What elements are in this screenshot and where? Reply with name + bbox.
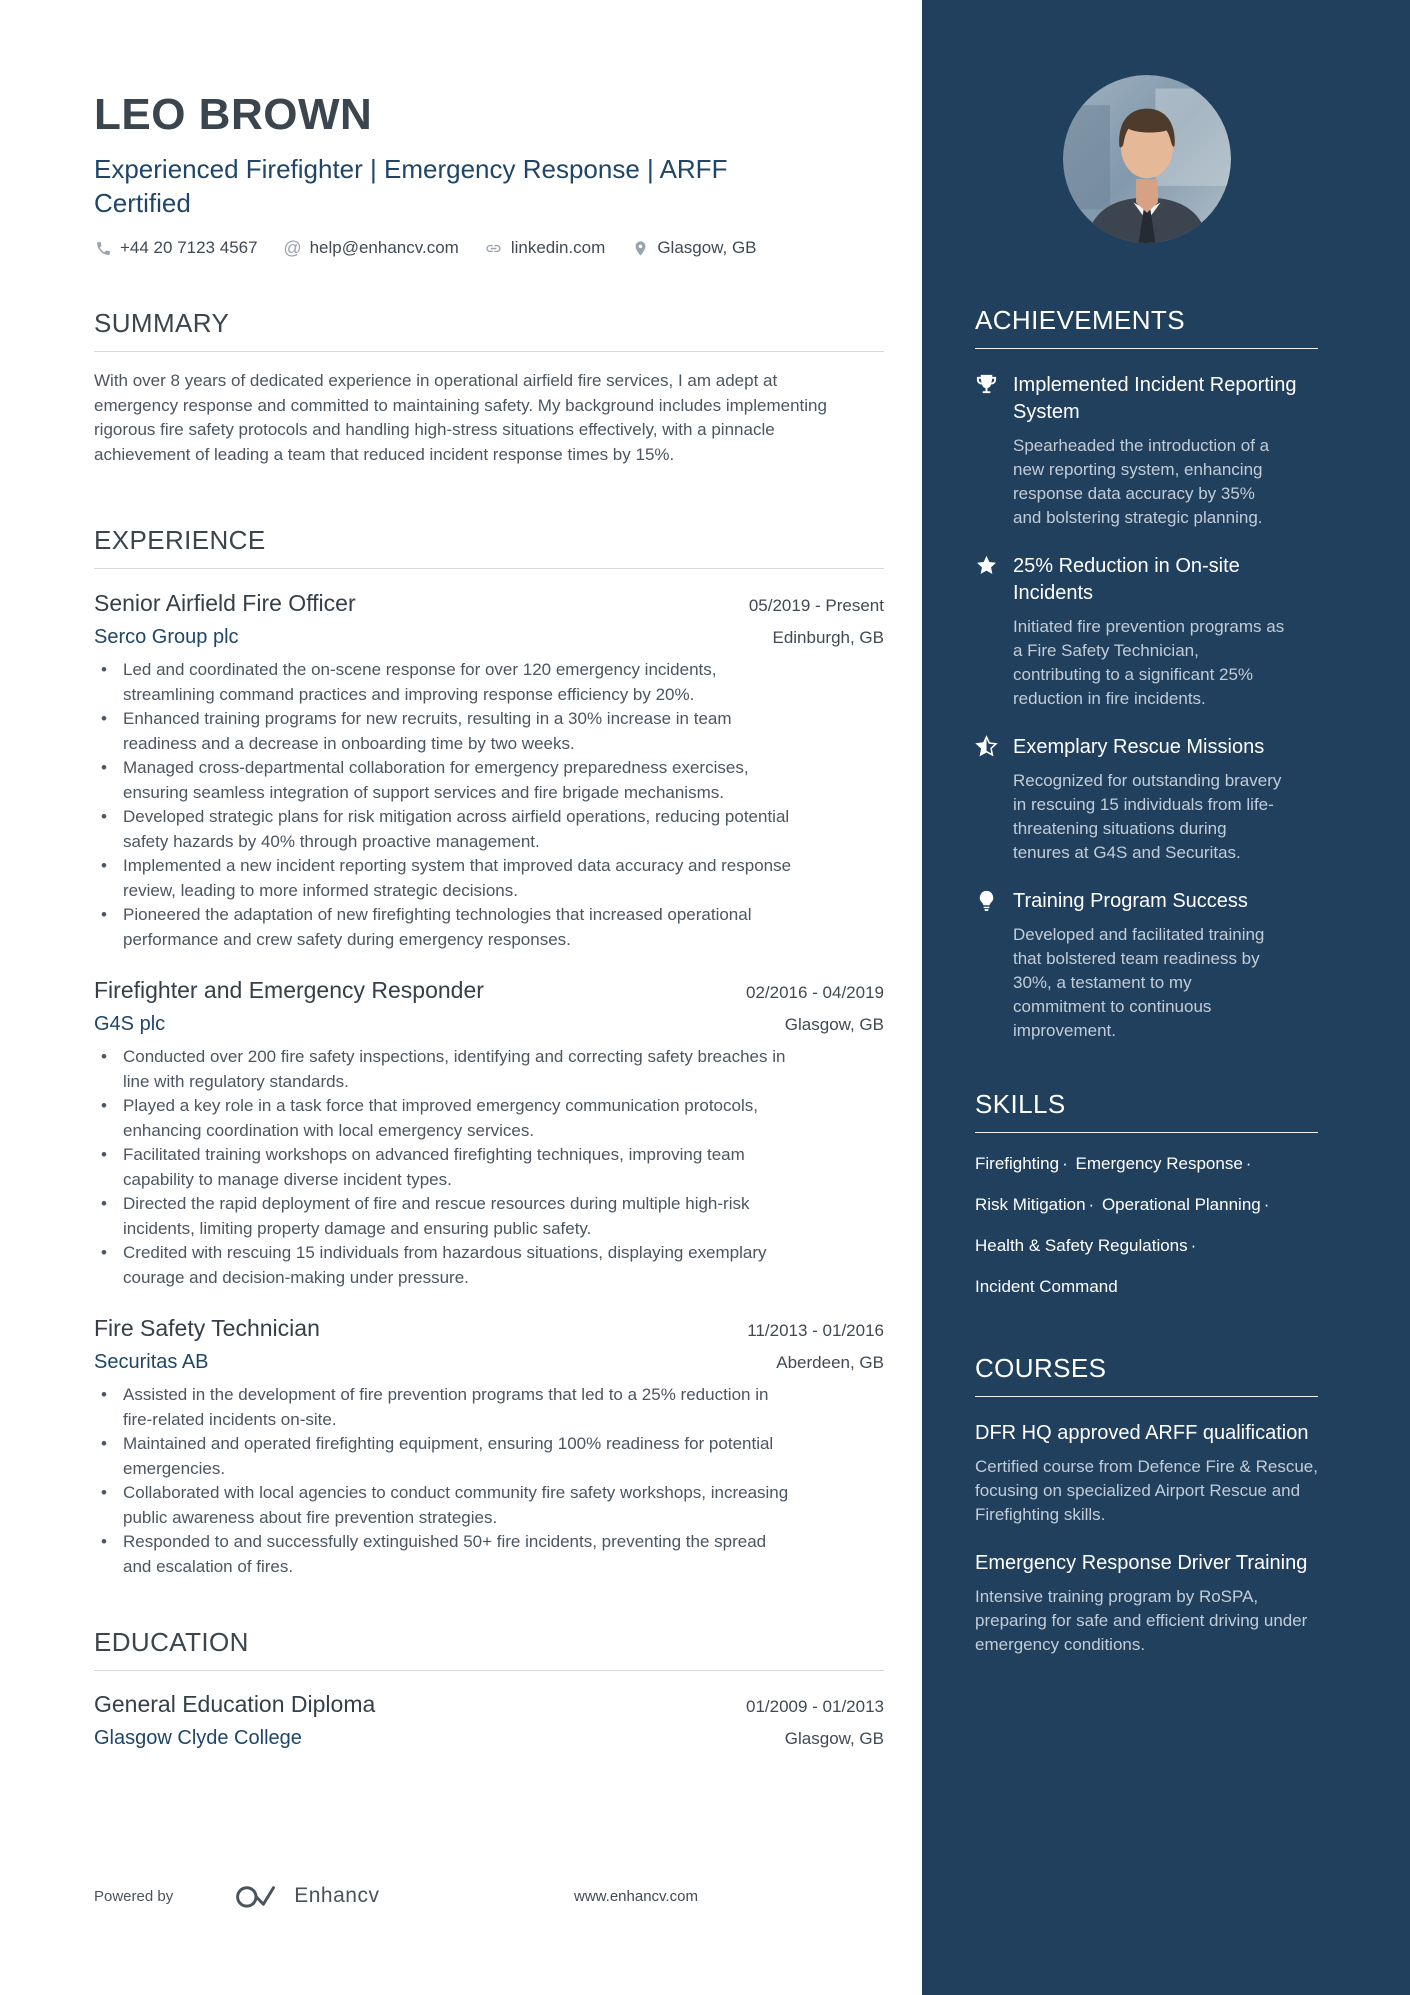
experience-heading: EXPERIENCE	[94, 525, 266, 555]
job-bullets	[94, 1383, 884, 1579]
lightbulb-icon	[975, 889, 999, 1043]
job-entry	[94, 590, 884, 952]
job-bullets	[94, 658, 884, 952]
job-location: Glasgow, GB	[784, 1015, 884, 1034]
job-company: Securitas AB	[94, 1351, 209, 1373]
achievement-text: Developed and facilitated training that bolstered team readiness by 30%, a testament to my commitment to continuous improvement.	[1013, 925, 1265, 1040]
section-divider	[975, 348, 1318, 349]
skill-separator: ·	[1263, 1195, 1270, 1214]
job-header	[94, 1315, 884, 1342]
education-dates: 01/2009 - 01/2013	[745, 1697, 884, 1716]
course-title: Emergency Response Driver Training	[975, 1552, 1308, 1574]
summary-text: With over 8 years of dedicated experience in operational airfield fire services, I am adept at emergency response and committed to maintaining safety. My background includes implementing rigorous fire safety protocols and handling high-stress situations effectively, with a pinnacle achievement of leading a team that reduced incident response times by 15%.	[94, 371, 827, 464]
education-location: Glasgow, GB	[784, 1729, 884, 1748]
experience-section	[94, 525, 884, 1579]
skills-list	[975, 1143, 1318, 1307]
enhancv-logo-icon[interactable]	[233, 1880, 279, 1912]
skill-label: Emergency Response	[1075, 1154, 1243, 1173]
powered-by-label: Powered by	[94, 1887, 174, 1905]
phone-icon	[94, 239, 112, 257]
skill-item	[1076, 1154, 1255, 1173]
candidate-name: LEO BROWN	[94, 90, 373, 139]
contact-item[interactable]	[485, 238, 606, 258]
job-location: Edinburgh, GB	[772, 628, 884, 647]
achievements-section	[975, 305, 1318, 1043]
achievement-body	[1013, 888, 1285, 1043]
achievement-text: Initiated fire prevention programs as a Fire Safety Technician, contributing to a significant 25% reduction in fire incidents.	[1013, 617, 1285, 708]
education-heading: EDUCATION	[94, 1627, 249, 1657]
job-dates: 02/2016 - 04/2019	[745, 983, 884, 1002]
star-icon	[975, 554, 999, 711]
trophy-icon	[975, 373, 999, 530]
job-company: Serco Group plc	[94, 626, 239, 648]
job-entry	[94, 1315, 884, 1579]
job-bullet: • Responded to and successfully extinguished 50+ fire incidents, preventing the spread and escalation of fires.	[94, 1530, 794, 1579]
job-bullet: • Played a key role in a task force that improved emergency communication protocols, enhancing coordination with local emergency services.	[94, 1094, 794, 1143]
contact-item[interactable]	[94, 238, 258, 258]
section-divider	[975, 1396, 1318, 1397]
skill-item	[975, 1277, 1118, 1296]
job-dates: 05/2019 - Present	[748, 596, 884, 615]
skill-label: Firefighting	[975, 1154, 1060, 1173]
skill-separator: ·	[1088, 1195, 1095, 1214]
job-bullet: • Collaborated with local agencies to conduct community fire safety workshops, increasing public awareness about fire prevention strategies.	[94, 1481, 794, 1530]
contact-row	[94, 238, 884, 258]
profile-photo	[1063, 75, 1231, 243]
course-text: Intensive training program by RoSPA, preparing for safe and efficient driving under emergency conditions.	[975, 1587, 1308, 1654]
summary-heading: SUMMARY	[94, 308, 230, 338]
contact-text: help@enhancv.com	[309, 238, 459, 257]
achievement-item	[975, 553, 1318, 711]
course-item	[975, 1550, 1318, 1657]
achievement-title: Exemplary Rescue Missions	[1013, 736, 1265, 758]
skill-label: Operational Planning	[1101, 1195, 1261, 1214]
link-icon	[485, 239, 503, 257]
at-icon: @	[283, 238, 302, 258]
job-title: Fire Safety Technician	[94, 1315, 320, 1341]
job-bullet: • Directed the rapid deployment of fire and rescue resources during multiple high-risk incidents, limiting property damage and ensuring public safety.	[94, 1192, 794, 1241]
courses-section	[975, 1353, 1318, 1657]
skill-item	[975, 1154, 1071, 1173]
job-entry	[94, 977, 884, 1290]
education-section	[94, 1627, 884, 1750]
contact-text: linkedin.com	[510, 238, 606, 257]
section-divider	[975, 1132, 1318, 1133]
job-title: Senior Airfield Fire Officer	[94, 590, 356, 616]
skill-separator: ·	[1062, 1154, 1068, 1173]
achievement-list	[975, 372, 1318, 1043]
skill-label: Risk Mitigation	[975, 1195, 1086, 1214]
contact-text: Glasgow, GB	[657, 238, 757, 257]
achievement-body	[1013, 734, 1285, 865]
skill-item	[975, 1236, 1199, 1255]
skill-label: Incident Command	[975, 1277, 1118, 1296]
job-subheader	[94, 626, 884, 649]
education-degree: General Education Diploma	[94, 1691, 376, 1717]
achievement-title: Training Program Success	[1013, 890, 1248, 912]
achievement-body	[1013, 372, 1318, 530]
education-school: Glasgow Clyde College	[94, 1727, 302, 1749]
skill-separator: ·	[1245, 1154, 1252, 1173]
job-subheader	[94, 1013, 884, 1036]
resume-sidebar	[922, 0, 1410, 1995]
job-bullet: • Managed cross-departmental collaboration for emergency preparedness exercises, ensuring seamless integration of support services and fire brigade mechanisms.	[94, 756, 794, 805]
course-title: DFR HQ approved ARFF qualification	[975, 1422, 1309, 1444]
course-list	[975, 1420, 1318, 1657]
job-bullet: • Implemented a new incident reporting system that improved data accuracy and response review, leading to more informed strategic decisions.	[94, 854, 794, 903]
contact-text: +44 20 7123 4567	[120, 238, 258, 257]
job-bullet: • Led and coordinated the on-scene response for over 120 emergency incidents, streamlining command practices and improving response efficiency by 20%.	[94, 658, 794, 707]
achievement-body	[1013, 553, 1318, 711]
section-divider	[94, 351, 884, 352]
job-list	[94, 590, 884, 1579]
education-subheader	[94, 1727, 884, 1750]
job-bullet: • Facilitated training workshops on advanced firefighting techniques, improving team capability to manage diverse incident types.	[94, 1143, 794, 1192]
job-header	[94, 590, 884, 617]
achievement-item	[975, 372, 1318, 530]
achievement-title: Implemented Incident Reporting System	[1013, 374, 1297, 423]
skills-section	[975, 1089, 1318, 1307]
section-divider	[94, 568, 884, 569]
job-bullet: • Credited with rescuing 15 individuals from hazardous situations, displaying exemplary courage and decision-making under pressure.	[94, 1241, 794, 1290]
education-header	[94, 1691, 884, 1718]
summary-section	[94, 308, 884, 467]
job-bullets	[94, 1045, 884, 1290]
resume-header	[94, 90, 884, 258]
job-bullet: • Developed strategic plans for risk mitigation across airfield operations, reducing potential safety hazards by 40% through proactive management.	[94, 805, 794, 854]
job-location: Aberdeen, GB	[776, 1353, 884, 1372]
location-icon	[631, 239, 649, 257]
achievement-item	[975, 888, 1318, 1043]
contact-item[interactable]	[631, 238, 756, 258]
achievement-title: 25% Reduction in On-site Incidents	[1013, 555, 1240, 604]
achievement-item	[975, 734, 1318, 865]
job-dates: 11/2013 - 01/2016	[747, 1321, 884, 1340]
job-company: G4S plc	[94, 1013, 166, 1035]
candidate-headline: Experienced Firefighter | Emergency Response | ARFF Certified	[94, 154, 728, 218]
job-subheader	[94, 1351, 884, 1374]
course-item	[975, 1420, 1318, 1527]
enhancv-brand[interactable]: Enhancv	[294, 1884, 380, 1907]
job-bullet: • Conducted over 200 fire safety inspections, identifying and correcting safety breaches in line with regulatory standards.	[94, 1045, 794, 1094]
skill-item	[975, 1195, 1097, 1214]
star-half-icon	[975, 735, 999, 865]
contact-item[interactable]	[284, 238, 459, 258]
job-bullet: • Assisted in the development of fire prevention programs that led to a 25% reduction in fire-related incidents on-site.	[94, 1383, 794, 1432]
footer-branding	[94, 1880, 379, 1912]
course-text: Certified course from Defence Fire & Rescue, focusing on specialized Airport Rescue and Firefighting skills.	[975, 1457, 1318, 1524]
achievement-text: Spearheaded the introduction of a new reporting system, enhancing response data accuracy by 35% and bolstering strategic planning.	[1013, 436, 1270, 527]
job-bullet: • Pioneered the adaptation of new firefighting technologies that increased operational performance and crew safety during emergency responses.	[94, 903, 794, 952]
job-header	[94, 977, 884, 1004]
achievement-text: Recognized for outstanding bravery in rescuing 15 individuals from life-threatening situations during tenures at G4S and Securitas.	[1013, 771, 1282, 862]
skill-item	[1102, 1195, 1272, 1214]
job-title: Firefighter and Emergency Responder	[94, 977, 484, 1003]
courses-heading: COURSES	[975, 1353, 1107, 1383]
job-bullet: • Maintained and operated firefighting equipment, ensuring 100% readiness for potential emergencies.	[94, 1432, 794, 1481]
skills-heading: SKILLS	[975, 1089, 1066, 1119]
footer-website-link[interactable]: www.enhancv.com	[574, 1888, 698, 1905]
skill-label: Health & Safety Regulations	[975, 1236, 1188, 1255]
skill-separator: ·	[1190, 1236, 1197, 1255]
job-bullet: • Enhanced training programs for new recruits, resulting in a 30% increase in team readiness and a decrease in onboarding time by two weeks.	[94, 707, 794, 756]
achievements-heading: ACHIEVEMENTS	[975, 305, 1185, 335]
section-divider	[94, 1670, 884, 1671]
